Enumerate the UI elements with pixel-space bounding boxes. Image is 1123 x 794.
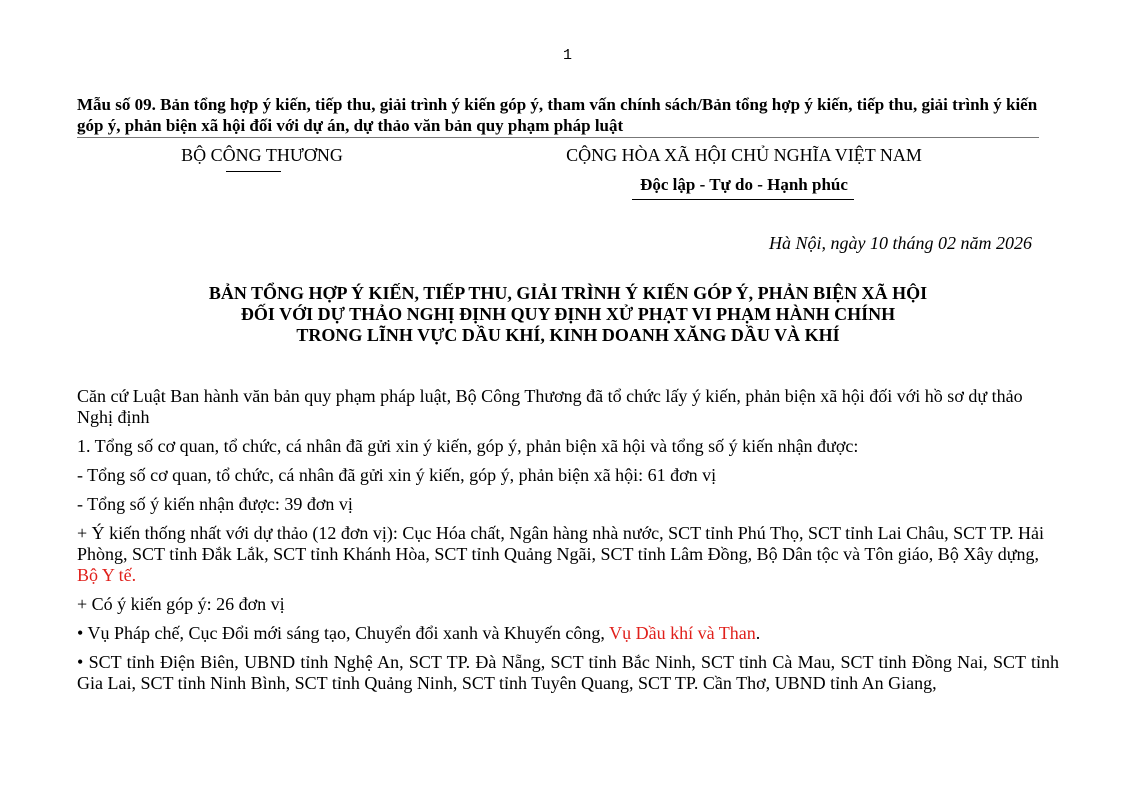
title-line-2: ĐỐI VỚI DỰ THẢO NGHỊ ĐỊNH QUY ĐỊNH XỬ PHẠT VI PHẠM HÀNH CHÍNH	[240, 304, 896, 324]
bullet-2: • SCT tỉnh Điện Biên, UBND tỉnh Nghệ An, SCT TP. Đà Nẵng, SCT tỉnh Bắc Ninh, SCT tỉnh Cà Mau, SCT tỉnh Đồng Nai, SCT tỉnh Gia Lai, SCT tỉnh Ninh Bình, SCT tỉnh Quảng Ninh, SCT tỉnh Tuyên Quang, SCT TP. Cần Thơ, UBND tỉnh An Giang,	[77, 652, 1059, 693]
bullet-1-end: .	[755, 623, 761, 643]
bullet-1	[77, 623, 1059, 644]
intro-paragraph: Căn cứ Luật Ban hành văn bản quy phạm pháp luật, Bộ Công Thương đã tổ chức lấy ý kiến, phản biện xã hội đối với hồ sơ dự thảo Nghị định	[77, 386, 1023, 427]
agree-text: + Ý kiến thống nhất với dự thảo (12 đơn vị): Cục Hóa chất, Ngân hàng nhà nước, SCT tỉnh Phú Thọ, SCT tỉnh Lai Châu, SCT TP. Hải Phòng, SCT tỉnh Đắk Lắk, SCT tỉnh Khánh Hòa, SCT tỉnh Quảng Ngãi, SCT tỉnh Lâm Đồng, Bộ Dân tộc và Tôn giáo, Bộ Xây dựng,	[77, 523, 1044, 564]
form-header: Mẫu số 09. Bản tổng hợp ý kiến, tiếp thu, giải trình ý kiến góp ý, tham vấn chính sách/Bản tổng hợp ý kiến, tiếp thu, giải trình ý kiến góp ý, phản biện xã hội đối với dự án, dự thảo văn bản quy phạm pháp luật	[77, 94, 1039, 138]
document-title	[77, 283, 1059, 346]
item-1-heading: 1. Tổng số cơ quan, tổ chức, cá nhân đã gửi xin ý kiến, góp ý, phản biện xã hội và tổng số ý kiến nhận được:	[77, 436, 859, 456]
national-motto: Độc lập - Tự do - Hạnh phúc	[640, 175, 848, 194]
ministry-underline	[226, 171, 281, 172]
title-line-3: TRONG LĨNH VỰC DẦU KHÍ, KINH DOANH XĂNG DẦU VÀ KHÍ	[296, 325, 840, 345]
page-number: 1	[562, 47, 572, 64]
comments-line: + Có ý kiến góp ý: 26 đơn vị	[77, 594, 285, 614]
ministry-name: BỘ CÔNG THƯƠNG	[181, 145, 343, 165]
total-received-line: - Tổng số ý kiến nhận được: 39 đơn vị	[77, 494, 353, 514]
title-line-1: BẢN TỔNG HỢP Ý KIẾN, TIẾP THU, GIẢI TRÌNH Ý KIẾN GÓP Ý, PHẢN BIỆN XÃ HỘI	[208, 283, 928, 303]
date-line: Hà Nội, ngày 10 tháng 02 năm 2026	[769, 233, 1032, 253]
total-sent-line: - Tổng số cơ quan, tổ chức, cá nhân đã gửi xin ý kiến, góp ý, phản biện xã hội: 61 đơn vị	[77, 465, 717, 485]
agree-paragraph	[77, 523, 1059, 586]
bullet-1-text: • Vụ Pháp chế, Cục Đổi mới sáng tạo, Chuyển đổi xanh và Khuyến công,	[77, 623, 610, 643]
nation-name: CỘNG HÒA XÃ HỘI CHỦ NGHĨA VIỆT NAM	[566, 145, 922, 165]
motto-underline	[632, 199, 854, 200]
document-body	[77, 386, 1059, 702]
bullet-1-highlight: Vụ Dầu khí và Than	[609, 623, 756, 643]
agree-highlight: Bộ Y tế.	[77, 565, 137, 585]
